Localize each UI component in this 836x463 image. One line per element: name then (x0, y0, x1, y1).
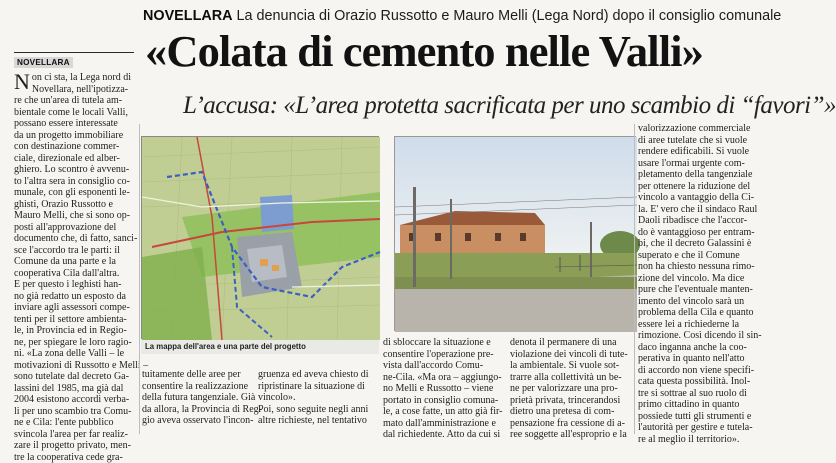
section-label: NOVELLARA (143, 8, 233, 24)
article-line: pletamento della tangenziale (638, 169, 772, 181)
article-line: cata questa possibilità. Inol- (638, 376, 772, 388)
article-line: vincolo a vantaggio della Ci- (638, 192, 772, 204)
column-divider (634, 124, 635, 434)
map-caption: La mappa dell'area e una parte del progetto (141, 340, 379, 354)
kicker-line (143, 8, 781, 24)
article-line: lassini del 1985, ma già dal (14, 383, 138, 395)
article-line: ciale, direzionale ed alber- (14, 153, 138, 165)
article-line: ghiero. Lo scontro è avvenu- (14, 164, 138, 176)
article-line: imento del vincolo sarà un (638, 296, 772, 308)
article-line: usare l'ormai urgente com- (638, 158, 772, 170)
article-line: Mauro Melli, che si sono op- (14, 210, 138, 222)
article-line: gio aveva osservato l'incon- (142, 415, 250, 427)
article-line: daco inganna anche la coo- (638, 342, 772, 354)
article-line: l'autorità per gestire e tutela- (638, 422, 772, 434)
article-line: portato in consiglio comuna- (383, 395, 503, 407)
article-line: ne per valorizzare una pro- (510, 383, 635, 395)
article-line: essere lei a richiederne la (638, 319, 772, 331)
article-line: Comune da una parte e la (14, 256, 138, 268)
article-line: dal richiedente. Atto da cui si (383, 429, 503, 441)
article-line: prietà privata, trincerandosi (510, 395, 635, 407)
article-line: svincola l'area per far realiz- (14, 429, 138, 441)
article-line: 2004 esistono accordi verba- (14, 394, 138, 406)
article-line: tenti per il settore ambienta- (14, 314, 138, 326)
article-line: inviare agli assessori compe- (14, 302, 138, 314)
kicker-text: La denuncia di Orazio Russotto e Mauro Melli (Lega Nord) dopo il consiglio comunale (237, 8, 782, 24)
article-line: per ottenere la riduzione del (638, 181, 772, 193)
article-line: trarre alla collettività un be- (510, 372, 635, 384)
map-graphic (142, 137, 380, 340)
article-line: di accordo non viene specifi- (638, 365, 772, 377)
article-line: mato dall'amministrazione e (383, 418, 503, 430)
article-line: re al meglio il territorio». (638, 434, 772, 446)
article-line: problema della Cila e quanto (638, 307, 772, 319)
article-line: denota il permanere di una (510, 337, 635, 349)
article-line: vincolo». (258, 392, 376, 404)
article-column-5 (510, 337, 635, 441)
article-line: sono tutelate dal decreto Ga- (14, 371, 138, 383)
article-line: ne, per spiegare le loro ragio- (14, 337, 138, 349)
headline: «Colata di cemento nelle Valli» (145, 29, 703, 74)
article-line: consentire l'operazione pre- (383, 349, 503, 361)
article-line: ne e Cila: l'ente pubblico (14, 417, 138, 429)
article-line: no Melli e Russotto – viene (383, 383, 503, 395)
article-line: E per questo i leghisti han- (14, 279, 138, 291)
article-line: da allora, la Provincia di Reg- (142, 404, 250, 416)
article-line: di aree tutelate che si vuole (638, 135, 772, 147)
article-line: Poi, sono seguite negli anni (258, 404, 376, 416)
countryside-photo (394, 136, 636, 331)
article-line: motivazioni di Russotto e Melli – (14, 360, 138, 372)
article-line: non ha chiesto nessuna rimo- (638, 261, 772, 273)
article-line: tre la cooperativa cede gra- (14, 452, 138, 463)
article-line: da un progetto immobiliare (14, 130, 138, 142)
article-line: ni. «La zona delle Valli – le (14, 348, 138, 360)
article-line: violazione dei vincoli di tute- (510, 349, 635, 361)
article-line: ghisti, Orazio Russotto e (14, 199, 138, 211)
article-line: perativa in quanto nell'atto (638, 353, 772, 365)
article-line: possano essere interessate (14, 118, 138, 130)
article-line: gruenza ed aveva chiesto di (258, 369, 376, 381)
article-line: pure che l'eventuale manten- (638, 284, 772, 296)
article-line: ripristinare la situazione di (258, 381, 376, 393)
photo-graphic (395, 137, 637, 332)
article-line: bi, che il decreto Galassini è (638, 238, 772, 250)
article-line: altre richieste, nel tentativo (258, 415, 376, 427)
article-line: zare il progetto privato, men- (14, 440, 138, 452)
article-line: di sbloccare la situazione e (383, 337, 503, 349)
column-rule (14, 52, 134, 53)
article-line: Novellara, nell'ipotizza- (14, 84, 138, 96)
article-line: ree soggette all'esproprio e la (510, 429, 635, 441)
article-line: tuitamente delle aree per (142, 369, 250, 381)
article-line: Daoli ribadisce che l'accor- (638, 215, 772, 227)
article-line: superato e che il Comune (638, 250, 772, 262)
article-line: possiede tutti gli strumenti e (638, 411, 772, 423)
article-line: primo cittadino in quanto (638, 399, 772, 411)
article-line: bientale come le locali Valli, (14, 107, 138, 119)
article-line: la ambientale. Si vuole sot- (510, 360, 635, 372)
article-line: pensazione fra cessione di a- (510, 418, 635, 430)
article-line: zione del vincolo. Ma dice (638, 273, 772, 285)
column-divider (139, 124, 140, 434)
article-line: li per uno scambio tra Comu- (14, 406, 138, 418)
section-tag: NOVELLARA (14, 57, 73, 68)
article-line: documento che, di fatto, sanci- (14, 233, 138, 245)
article-line: no già redatto un esposto da (14, 291, 138, 303)
article-line: sce l'accordo tra le parti: il (14, 245, 138, 257)
article-line: rimozione. Così dicendo il sin- (638, 330, 772, 342)
article-line: do è vantaggioso per entram- (638, 227, 772, 239)
article-column-2 (142, 369, 250, 427)
article-line: rendere edificabili. Si vuole (638, 146, 772, 158)
article-column-4 (383, 337, 503, 441)
article-line: con destinazione commer- (14, 141, 138, 153)
article-line: valorizzazione commerciale (638, 123, 772, 135)
article-line: dietro una pretesa di com- (510, 406, 635, 418)
article-line: munale, con gli esponenti le- (14, 187, 138, 199)
article-line: vista dall'accordo Comu- (383, 360, 503, 372)
article-line: posti all'approvazione del (14, 222, 138, 234)
article-line: cooperativa Cila dall'altra. (14, 268, 138, 280)
article-line: ne-Cila. «Ma ora – aggiungo- (383, 372, 503, 384)
article-column-1 (14, 72, 138, 463)
article-line: consentire la realizzazione (142, 381, 250, 393)
subheadline: L’accusa: «L’area protetta sacrificata per uno scambio di “favori”» (183, 92, 836, 120)
article-line: tre si sottrae al suo ruolo di (638, 388, 772, 400)
article-line: la. E' vero che il sindaco Raul (638, 204, 772, 216)
article-line: on ci sta, la Lega nord di (14, 72, 138, 84)
drop-cap: N (14, 72, 30, 92)
article-column-3 (258, 369, 376, 427)
project-map-image (141, 136, 379, 339)
article-line: le, a cose fatte, un atto già fir- (383, 406, 503, 418)
article-line: le, in Provincia ed in Regio- (14, 325, 138, 337)
article-line: to l'altra sera in consiglio co- (14, 176, 138, 188)
article-column-6 (638, 123, 772, 445)
article-line: della futura tangenziale. Già (142, 392, 250, 404)
article-line: re che un'area di tutela am- (14, 95, 138, 107)
